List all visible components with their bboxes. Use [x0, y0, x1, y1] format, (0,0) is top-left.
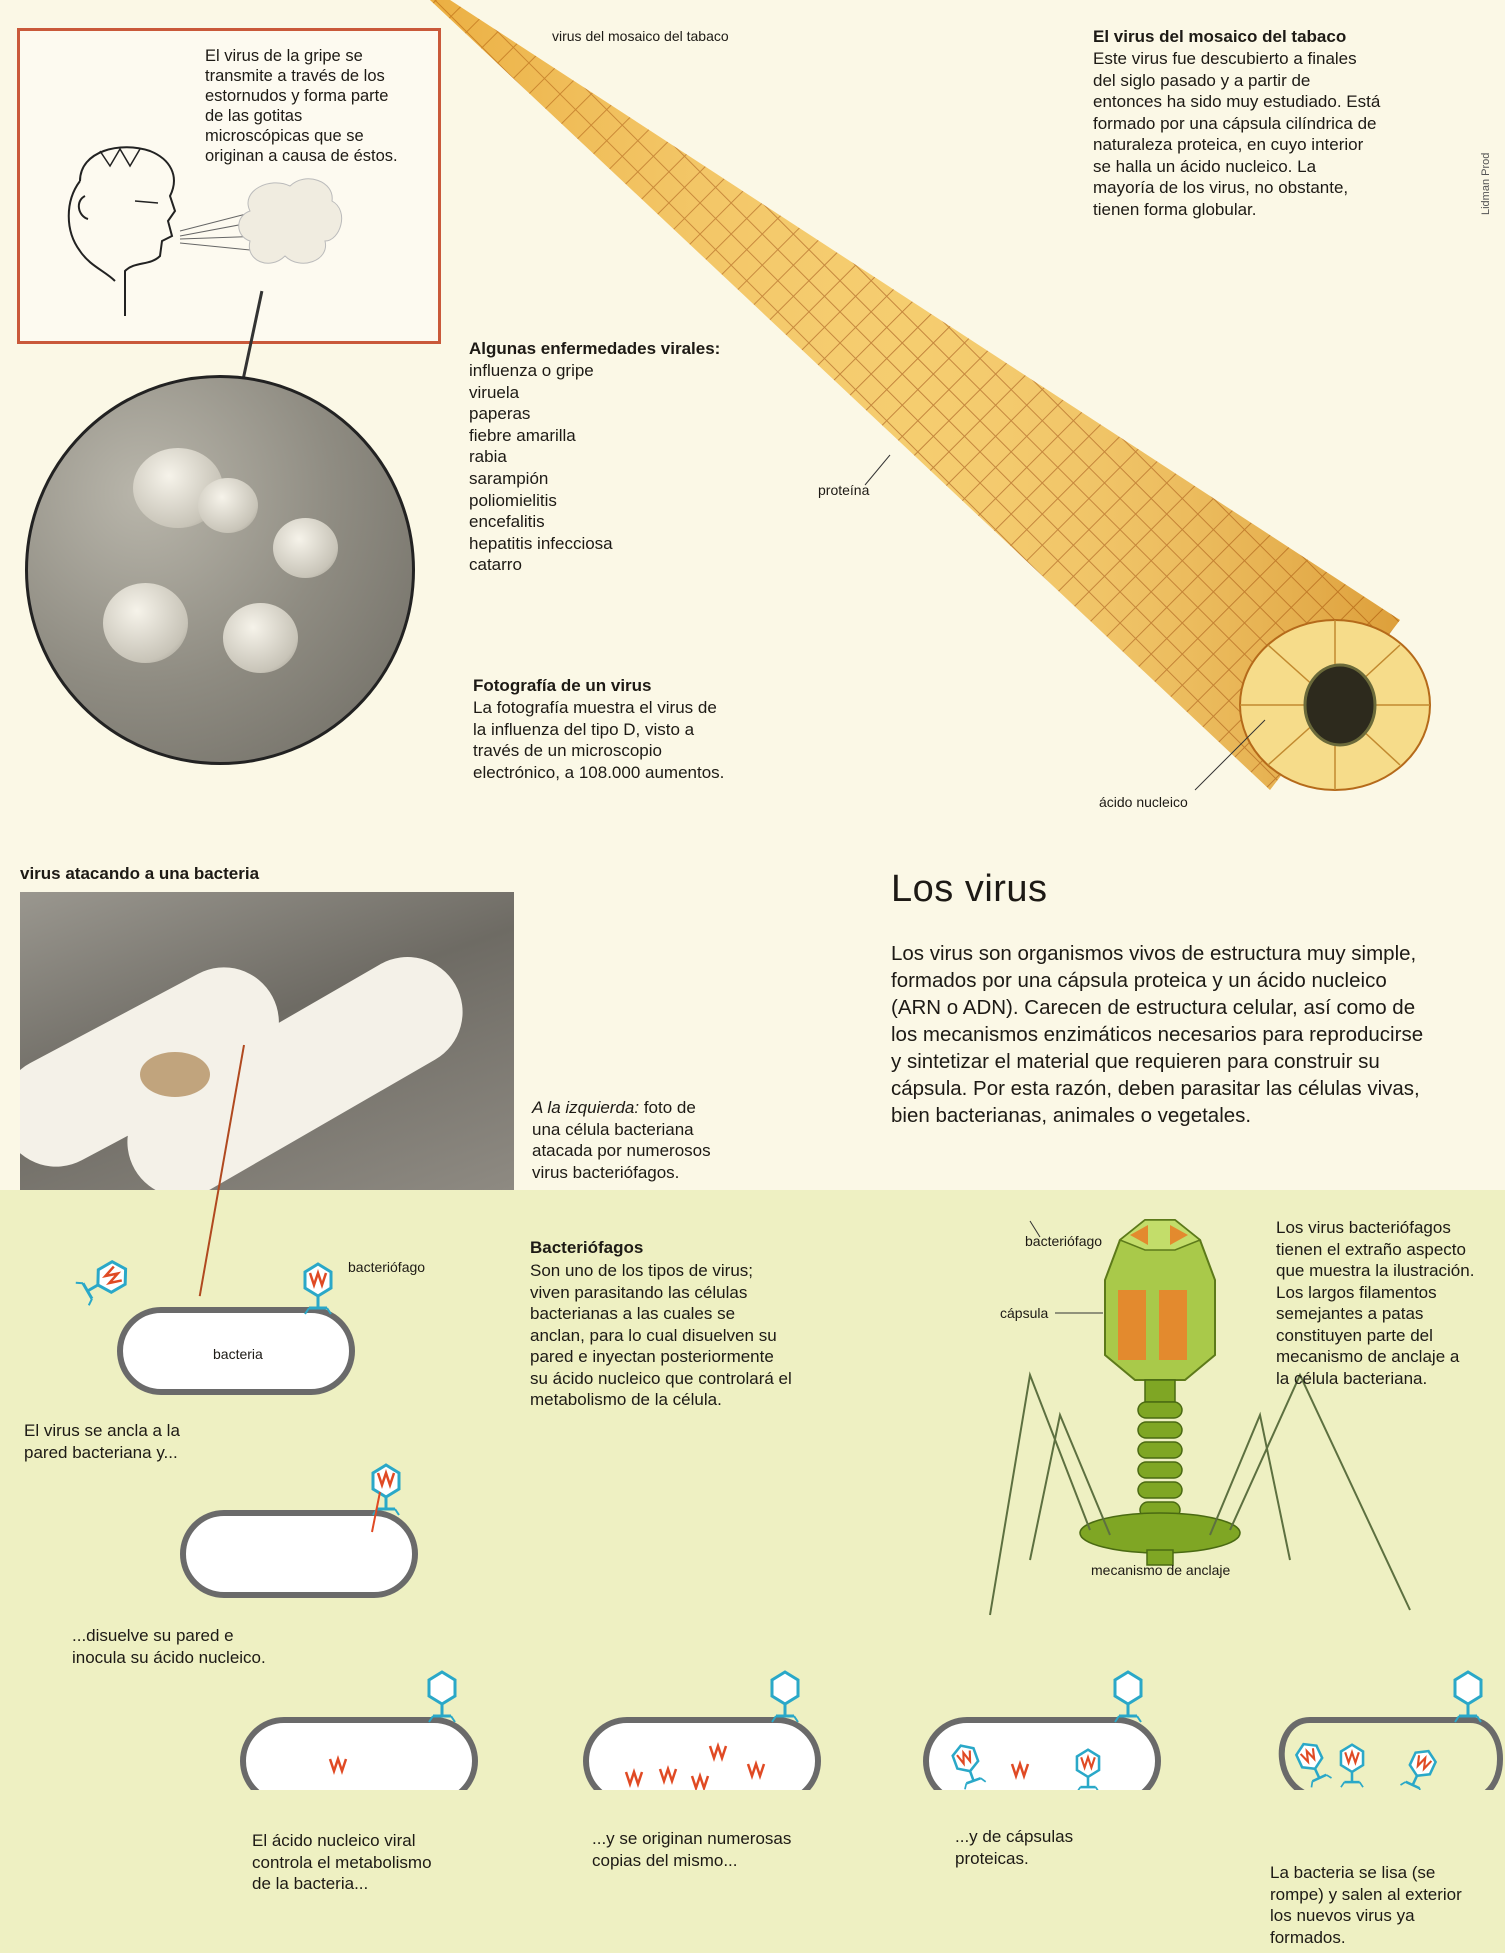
phage-diagram-text: Los virus bacteriófagos tienen el extraño aspecto que muestra la ilustración. Los largos filamentos semejantes a patas constituyen parte del mecanismo de anclaje a la célula bacteriana.	[1276, 1218, 1475, 1388]
step3-text: El ácido nucleico viral controla el metabolismo de la bacteria...	[252, 1831, 432, 1893]
phage-label: bacteriófago	[1025, 1233, 1103, 1249]
step6-text: La bacteria se lisa (se rompe) y salen al exterior los nuevos virus ya formados.	[1270, 1863, 1462, 1947]
disease-item: rabia	[469, 447, 507, 467]
step1-text: El virus se ancla a la pared bacteriana y...	[24, 1421, 180, 1462]
tmv-top-label: virus del mosaico del tabaco	[552, 28, 729, 44]
capsule-label: cápsula	[1000, 1305, 1049, 1321]
step1-phage-label: bacteriófago	[348, 1259, 426, 1275]
tmv-text: Este virus fue descubierto a finales del siglo pasado y a partir de entonces ha sido muy estudiado. Está formado por una cápsula cilíndrica de naturaleza proteica, en cuyo interior se halla un ácido nucleico. La mayoría de los virus, no obstante, tienen forma globular.	[1093, 49, 1381, 219]
disease-item: viruela	[469, 382, 520, 402]
caption-italic: A la izquierda:	[532, 1098, 640, 1117]
disease-item: fiebre amarilla	[469, 425, 576, 445]
attack-heading: virus atacando a una bacteria	[20, 864, 260, 883]
diseases-heading: Algunas enfermedades virales:	[469, 339, 721, 358]
virus-cluster	[140, 1052, 210, 1097]
disease-item: paperas	[469, 404, 531, 424]
photo-virus-text: La fotografía muestra el virus de la influenza del tipo D, visto a través de un microscopio electrónico, a 108.000 aumentos.	[473, 698, 725, 782]
flu-text: El virus de la gripe se transmite a través de los estornudos y forma parte de las gotitas microscópicas que se originan a causa de éstos.	[205, 47, 398, 165]
step4-text: ...y se originan numerosas copias del mismo...	[592, 1829, 792, 1870]
caption-rest: foto de una célula bacteriana atacada por numerosos virus bacteriófagos.	[532, 1098, 711, 1182]
tmv-heading: El virus del mosaico del tabaco	[1093, 27, 1347, 46]
intro-text: Los virus son organismos vivos de estructura muy simple, formados por una cápsula proteica y un ácido nucleico (ARN o ADN). Carecen de estructura celular, así como de los mecanismos enzimáticos necesarios para reproducirse y sintetizar el material que requieren para construir su cápsula. Por esta razón, deben parasitar las células vivas, bien bacterianas, animales o vegetales.	[891, 942, 1424, 1127]
protein-label: proteína	[818, 482, 870, 498]
step2-text: ...disuelve su pared e inocula su ácido nucleico.	[72, 1626, 266, 1667]
attack-caption	[532, 1097, 752, 1183]
bacteriophages-text: Son uno de los tipos de virus; viven parasitando las células bacterianas a las cuales se anclan, para lo cual disuelven su pared e inyectan posteriormente su ácido nucleico que controlará el metabolismo de la célula.	[530, 1261, 792, 1409]
anchor-label: mecanismo de anclaje	[1091, 1562, 1231, 1578]
disease-item: encefalitis	[469, 512, 545, 532]
diseases-list	[469, 360, 613, 576]
bacteria-label: bacteria	[213, 1346, 263, 1362]
nucleic-acid-label: ácido nucleico	[1099, 794, 1188, 810]
disease-item: influenza o gripe	[469, 361, 594, 380]
photo-virus-heading: Fotografía de un virus	[473, 676, 652, 695]
step5-text: ...y de cápsulas proteicas.	[955, 1827, 1074, 1868]
disease-item: hepatitis infecciosa	[469, 533, 613, 553]
disease-item: sarampión	[469, 468, 549, 488]
credit-text: Lidman Prod	[1480, 152, 1492, 215]
bacteriophages-heading: Bacteriófagos	[530, 1238, 644, 1257]
disease-item: poliomielitis	[469, 490, 557, 510]
infection-steps-diagram	[0, 1230, 1505, 1790]
page-title: Los virus	[891, 868, 1048, 910]
bacteria-attack-photo	[20, 892, 514, 1190]
disease-item: catarro	[469, 555, 522, 575]
